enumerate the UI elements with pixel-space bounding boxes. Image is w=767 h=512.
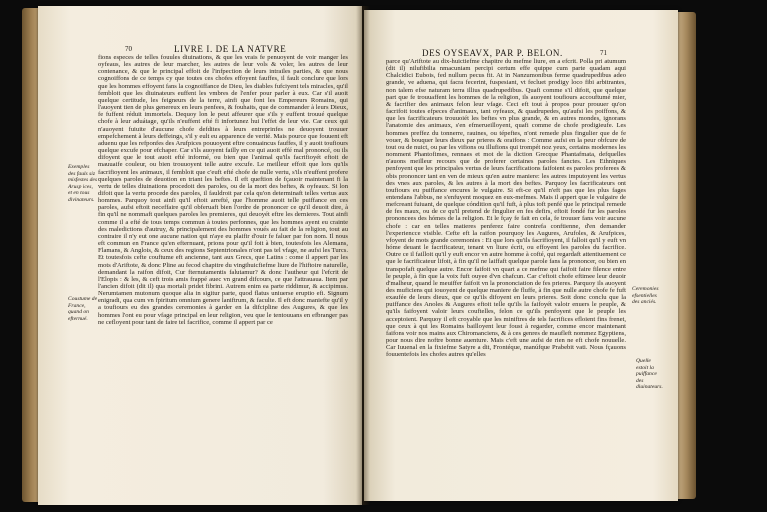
running-head-right: DES OYSEAVX, PAR P. BELON. <box>422 48 563 58</box>
margin-note-left-2: Coustume de France, quand on efternué. <box>68 296 98 322</box>
left-page <box>38 6 362 505</box>
right-page-body <box>386 58 626 490</box>
left-page-paragraph: fions especes de telles fouules diuinations, & que les vrais fe penuoyent de voir manger les oyfeaus, les autres de leur marcher, les autres de leur vols & voler, les autres de leur contenance, & que le principal effoit de l'infpection de leurs intrailes parties, & que nous cognoiffons de ce temps cy que toutes ces chofes effoyent fauffes, il fault conclure que lors que les hommes effoyent fans la cognoiffance de Dieu, les diables fufciyent tels miracles, qu'il fembloit que les diuinateurs euffent les vmbres de l'enfer pour parler à eux. Car s'il auoit quelque certitude, les feigneurs de la terre, ainfi que font les Empereurs Romains, qui l'auoyent tien de plus genereux en leurs penfees, & fouhaits, que de commander à leurs Dieux, fe fuffent réduit immortels. Dequoy lon le peut affeurer que s'ils y euffent trouué quelque chofe à leur aduátage, qu'ils n'euffent efté fi infortunez hui l'effet de leur vie. Car ceux qui n'auoyent fuiuite d'aucune chofe defdites à leurs entreprinfes ne deuoyent trouuer empefchement à leurs deffeings, s'il y eult eu apparence de verité. Mais pource que fouuent eft aduenu que les refponfes des Arufpices pouuoyent eftre conuaincus fauffes, il y auoit toufiours quelque excufe pour efchaper. Car s'ils auoyent failly en ce qui auoit effé mal prononcé, ou ils difoyent que le tout auoit efté informé, ou bien que l'animal qu'ils facrifioyét eftoit de mauuaife couleur, ou bien trouuoyent telle autre excufe. Le meilleur effoit que lors qu'ils facrifioyent les animaux, il fembloit que c'euft efté chofe de nulle vertu, s'ils n'euffent profere quelques paroles de deuotion en triant les beftes. Il eft queftion de fçauoir maintenant fi la vertu de telles diuinations procedoit des paroles, ou de la mort des beftes, & oyfeaux. Si lon difoit que la vertu procede des paroles, il fauldroit par cela qu'on determinaft telles vertus aux hommes. Parquoy tout ainfi qu'il eftoit arrefté, que l'homme auoit telle puiffance en ces paroles, aufsi eftoit neceffaire qu'il obferuaft bien l'ordre de prononcer ce qu'il deuoit dire, à fin qu'il ne nommaft quelques paroles les premieres, qui deuoyét eftre les dernieres. Tout ainfi comme il a efté de tous temps commun à toutes perfonnes, que les hommes ayent eu crainte des maledictions d'autruy, & principalement des hommes voués au fait de la religion, tout au contraire il n'y eut one aucune nation qui n'aye eu plaifir d'ouir fe faluer par fon nom. Il nous eft commun en France qu'en efternuant, prions pour qu'il foit à bien, toutesfois les Alemans, Flamans, & Anglois, & ceux des regions Septentrionales n'ont pas tel vfage, ne aufsi les Turcs. Et toutesfois cefte couftume eft ancienne, tant aux Grecs, que Latins : come il appert par les mots d'Ariftote, & donc Pline au fecod chapitre du vingthuicfiefme liure de l'hiftoire naturelle, demandant la raifon difoit, Cur fternutamentis falutamur? & donc l'autheur qui l'efcrit de l'Elopis : & les, & ceft trois amis frappé auec vn grand difcours, ce que l'attrauaua. Item par l'ancien difoit (dit il) qua mortali pridet fibrini. Autrem enim ea parte riddimur, & accipimus. Nerumtamen mutonum quoque alia in sigitur parte, quod flatus uniuerse eruptio efi. Signum enigradi, qua cum vn fpiritum omnium genere laniftrum, & faculte. Il eft donc maniefte qu'il y a toufiours eu des grandes ceremonies à garder en la difcipline des Augures, & que les hommes l'ont eu pour vfage principal en leur religion, veu que le tentouuans en efbranger pas ne cefloyent pour tant de faire tel facrifice, comme il appert par ce <box>98 54 348 326</box>
margin-note-left-1: Exemples des fauls siz misfestes des Arusp ices, et en tous divinateurs. <box>68 164 98 203</box>
page-number-left: 70 <box>125 45 132 53</box>
margin-note-right-2: Quelle estoit la puiffance des diuinateurs. <box>636 358 663 390</box>
right-page-paragraph: parce qu'Ariftote au dix-huictiefme chapitre du mefme liure, en a efcrit. Polla pri atumum (dit il) nilufibilia nmacuniam percipi certum effe quippe cum parte quadam aqui Chalcidici Eubois, fed nullum pecus fit. At in Nanzumonibus ferme quadrupedibus adeo grande, ve aduena, qui facra fecerint, fuspesiant, vt fecluet prodigy loco fibi arbitrantes, non talem efse naturam terra illius quadrupedibus. Quafi comme s'il difoit, que quelque part que fe trouuaffent les hommes de la religion, ils auoyent toufiours accouftumé mier, & facrifier des animaux felon leur vfage. Ceci eft tout à propos pour prouuer qu'on facrifoit toutes efpeces d'animaux, tant oyfeaux, & quadrupedes, qu'aufsi les poiffons, & que les facrificateurs trouuoiét les beftes vn plus grande, & en autres mondes, ignorans l'anatomie des animaux, s'en efmerueilloyent, quafi comme de chofe prodigieufe. Les hommes preffez du tonnerre, rauines, ou tépeftes, n'ont remede plus fingulier que de fe vouer, & bouquer leurs dieux par prieres & oraifons : Comme aufsi en la peur obfcure de tout ou de nuict, ou par les vifions ou illufions qui trompét noz yeux, certains modernes les nomment Phantofimes, rennaes et mot de la diction Grecque Phantafmata, defquelles n'auons meilleur recours que de proferer certaines paroles fanctes. Les Ethniques penfoyent que les principales vertus de leurs facrifications faifoient es paroles proferees & obis prononcer tant en ven de mieux qu'en autre maniere: les autres imputoyent les vertus des vnes aux paroles, & les autres à la mort des beftes. Parquoy les facrificateurs ont toufiours eu puiffance encures le vulgaire. Si eft-ce qu'il n'eft pas que les plus fages entendans l'abbus, ne s'enfuyent moquez en eux-mefmes. Mais il appert que le vulgaire de mefcreant fuiuant, de quelque cóndition qu'il fuft, à plus toft penfé que le principal remede de fes maux, ou de ce qu'il pretend de fingulier en fes defirs, eftoit fondé fur les paroles prononcees des hómes de la religion. Et le fçay fe fait en cela, fe trouuer fans voir aucune chofe : car en telles matieres penferez faire contrefa conftienne, d'en demander l'experiencce visible. Cefte eft la raifon pourquoy les Augures, Arufoles, & Arufpices, vfoyent de mots grande ceremonies : Et que lors qu'ils facrifioyent, il falloit qu'il y euft vn hóme deuant le facrificateur, tenant vn liure écrit, ou effoyent les paroles du facrifice. Outre ce il failloit qu'il y euft encor vn autre homme à cofté, qui regardaft attentiuement ce que le facrificateur lifoit, à fin qu'il ne laiffaft quelque parole fans la prononcer, ou bien en transpofaft quelque autre. Encor faifoit vn quart a ce mefme qui faifoit faire filence entre le peuple, à fin que la voix fuft ouyee d'vn chafcun. Car c'eftoit chofe eftimee leur deuoir d'malheur, quand le meuiffer faifoit vn la prononciation de fes prieres. Parquoy ils auoyent des muficiens qui iouoyent de quelque maniere de fluffe, à fin que nulle autre chofe fe fuft exaufée de leurs dieux, que ce qu'ils difoyent en leurs prieres. Soit donc conclu que la puiffance des Anoles & Augures eftoit telle qu'ils la faifoyét valoir enuers le peuple, & qu'ils faifoyent valoir leurs couftelles, felon ce qu'ils penfoyent que le peuple les acceptoient. Parquoy il eft croyable que les miniftres de tels facrifices efloient fins frenet, que ceux à qui les Romains bailloyent leur foust à regarder, comme encor maintenant faifons voir nos mains aux Chiromanciens, & à ces genres de maufleft nommez Egyptiens, pour nous dire noftre bonne auenture. Mais c'eft une aufsi de rien ne eft chofe nouuelle. Car Iuuenal en la fixiefme Satyre a dit, Frontéque, manúfque Prabebit vati. Nous fçauons fouuentefois les chofes autres qu'elles <box>386 58 626 359</box>
book-gutter <box>356 6 370 505</box>
left-page-body <box>98 54 348 494</box>
right-page <box>364 10 678 501</box>
running-head-left: LIVRE I. DE LA NATVRE <box>174 44 287 54</box>
margin-note-right-1: Ceremonies efsentielles des anciés. <box>632 286 659 305</box>
page-number-right: 71 <box>600 49 607 57</box>
right-page-edges <box>676 12 696 499</box>
